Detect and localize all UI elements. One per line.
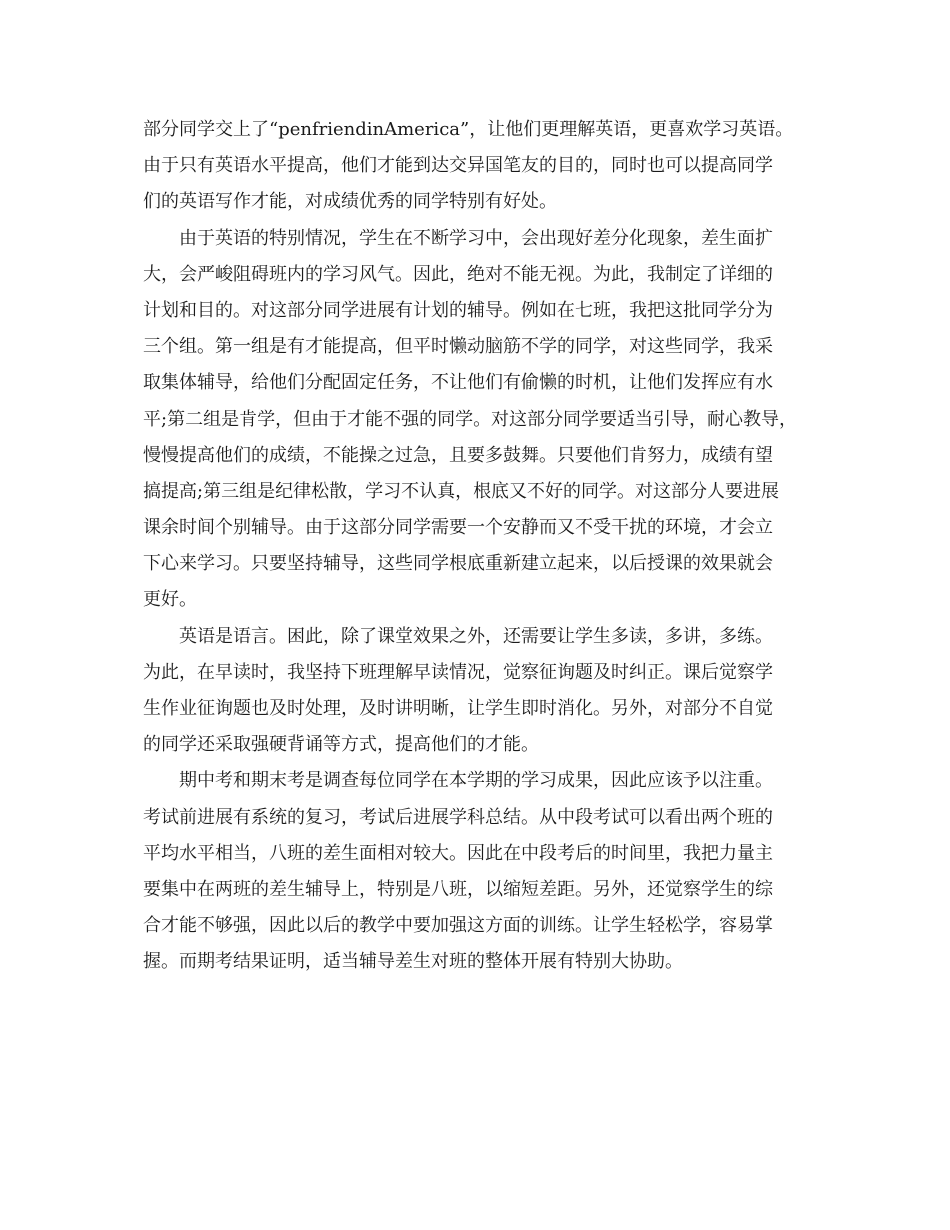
text-line: 课余时间个别辅导。由于这部分同学需要一个安静而又不受干扰的环境，才会立 bbox=[143, 517, 773, 539]
text-line: 下心来学习。只要坚持辅导，这些同学根底重新建立起来，以后授课的效果就会 bbox=[143, 553, 773, 575]
text-line: 的同学还采取强硬背诵等方式，提高他们的才能。 bbox=[143, 734, 539, 756]
text-line: 平;第二组是肯学，但由于才能不强的同学。对这部分同学要适当引导，耐心教导， bbox=[143, 408, 798, 430]
text-line: 合才能不够强，因此以后的教学中要加强这方面的训练。让学生轻松学，容易掌 bbox=[143, 915, 773, 937]
text-line: 大，会严峻阻碍班内的学习风气。因此，绝对不能无视。为此，我制定了详细的 bbox=[143, 263, 773, 285]
text-line: 取集体辅导，给他们分配固定任务，不让他们有偷懒的时机，让他们发挥应有水 bbox=[143, 372, 773, 394]
text-line: 们的英语写作才能，对成绩优秀的同学特别有好处。 bbox=[143, 191, 557, 213]
text-line: 握。而期考结果证明，适当辅导差生对班的整体开展有特别大协助。 bbox=[143, 951, 683, 973]
text-line: 三个组。第一组是有才能提高，但平时懒动脑筋不学的同学，对这些同学，我采 bbox=[143, 336, 773, 358]
paragraph-first-line: 由于英语的特别情况，学生在不断学习中，会出现好差分化现象，差生面扩 bbox=[179, 227, 773, 249]
text-line: 要集中在两班的差生辅导上，特别是八班，以缩短差距。另外，还觉察学生的综 bbox=[143, 878, 773, 900]
text-line: 平均水平相当，八班的差生面相对较大。因此在中段考后的时间里，我把力量主 bbox=[143, 842, 773, 864]
text-line: 由于只有英语水平提高，他们才能到达交异国笔友的目的，同时也可以提高同学 bbox=[143, 155, 773, 177]
text-line: 生作业征询题也及时处理，及时讲明晰，让学生即时消化。另外，对部分不自觉 bbox=[143, 698, 773, 719]
text-line: 慢慢提高他们的成绩，不能操之过急，且要多鼓舞。只要他们肯努力，成绩有望 bbox=[143, 444, 773, 466]
text-line: 为此，在早读时，我坚持下班理解早读情况，觉察征询题及时纠正。课后觉察学 bbox=[143, 661, 773, 683]
text-line: 搞提高;第三组是纪律松散，学习不认真，根底又不好的同学。对这部分人要进展 bbox=[143, 480, 780, 502]
paragraph-first-line: 英语是语言。困此，除了课堂效果之外，还需要让学生多读，多讲，多练。 bbox=[179, 625, 773, 647]
text-line: 部分同学交上了“penfriendinAmerica”，让他们更理解英语，更喜欢学习英语。 bbox=[143, 119, 794, 140]
paragraph-first-line: 期中考和期末考是调查每位同学在本学期的学习成果，因此应该予以注重。 bbox=[179, 770, 773, 792]
text-line: 更好。 bbox=[143, 589, 197, 611]
text-line: 计划和目的。对这部分同学进展有计划的辅导。例如在七班，我把这批同学分为 bbox=[143, 299, 773, 321]
body-text bbox=[143, 112, 843, 981]
text-line: 考试前进展有系统的复习，考试后进展学科总结。从中段考试可以看出两个班的 bbox=[143, 806, 773, 828]
